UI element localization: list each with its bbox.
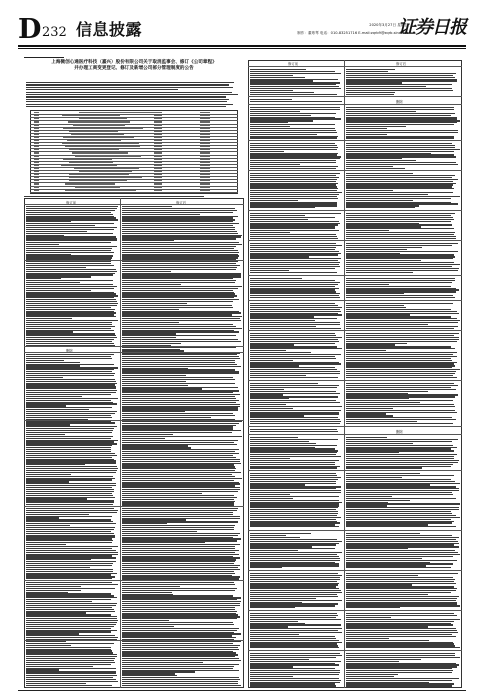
table-row-rule	[248, 650, 462, 651]
table-row-rule	[24, 640, 244, 641]
row-flag	[200, 115, 210, 116]
table-row-rule	[248, 170, 462, 171]
announcement-intro-line	[26, 101, 227, 102]
announcement-intro-line	[26, 96, 226, 97]
headline-line-1: 上海微创心通医疗科技（嘉兴）股份有限公司关于取消监事会、修订《公司章程》	[51, 60, 217, 65]
row-index	[34, 180, 39, 181]
contact-line: 制作：董粤琴 电话：010-83251716 E-mail:zqrb9@zqrb.sina.net	[297, 31, 408, 35]
system-name	[74, 168, 140, 169]
announcement-headline	[24, 60, 244, 71]
table-row-rule	[248, 470, 462, 471]
row-flag	[200, 137, 210, 138]
row-flag	[154, 174, 162, 175]
system-name	[73, 124, 124, 125]
table-row-rule	[24, 506, 244, 507]
row-flag	[200, 165, 210, 166]
row-flag	[154, 134, 162, 135]
before-text-line	[26, 687, 80, 688]
after-text-line	[346, 328, 454, 329]
systems-table-rule	[30, 192, 238, 193]
table-row-rule	[24, 346, 244, 347]
row-index	[34, 190, 39, 191]
table-row-rule	[248, 380, 462, 381]
system-name	[67, 140, 121, 141]
row-flag	[154, 162, 162, 163]
row-index	[34, 149, 39, 150]
table-header-rule	[24, 204, 244, 205]
table-row-rule	[248, 210, 462, 211]
deleted-marker: 删除	[66, 349, 73, 353]
before-text-line	[250, 685, 336, 686]
system-name	[69, 162, 113, 163]
system-name	[63, 159, 112, 160]
before-text-line	[250, 607, 295, 608]
system-name	[69, 177, 143, 178]
row-index	[34, 121, 39, 122]
row-index	[34, 140, 39, 141]
after-text-line	[346, 238, 456, 239]
announcement-intro-line	[26, 99, 229, 100]
before-text-line	[250, 101, 342, 102]
row-flag	[154, 155, 162, 156]
after-text-line	[346, 526, 456, 527]
row-index	[34, 146, 39, 147]
row-index	[34, 177, 39, 178]
system-name	[69, 131, 118, 132]
system-name	[69, 180, 127, 181]
after-text-line	[346, 137, 454, 138]
system-name	[71, 134, 124, 135]
row-flag	[200, 143, 210, 144]
announcement-intro-line	[26, 106, 226, 107]
announcement-intro-line	[26, 87, 233, 88]
row-index	[34, 128, 39, 129]
row-flag	[200, 155, 210, 156]
system-name	[63, 137, 134, 138]
deleted-marker-right-top: 删除	[396, 100, 403, 104]
newspaper-logo: 证券日报	[398, 17, 466, 38]
system-name	[79, 112, 158, 113]
announcement-intro-line	[26, 89, 178, 90]
headline-line-2: 并办理工商变更登记、修订及新增公司部分管理制度的公告	[74, 65, 194, 71]
before-text-line	[250, 137, 337, 138]
after-text-line	[346, 607, 400, 608]
row-index	[34, 137, 39, 138]
before-text-line	[250, 526, 339, 527]
table-divider-right	[344, 60, 345, 688]
row-flag	[154, 171, 162, 172]
row-flag	[154, 168, 162, 169]
before-text-line	[250, 168, 336, 169]
table-row-rule	[24, 352, 244, 353]
table-row-rule	[248, 434, 462, 435]
before-text-line	[250, 207, 315, 208]
table-row-rule	[248, 530, 462, 531]
table-row-rule	[24, 260, 244, 261]
system-name	[62, 115, 120, 116]
top-rule-thin	[18, 48, 466, 49]
row-flag	[200, 162, 210, 163]
after-text-line	[346, 168, 405, 169]
row-index	[34, 115, 39, 116]
row-flag	[154, 143, 162, 144]
row-flag	[200, 190, 210, 191]
issue-date: 2020年3月27日 星期五	[369, 23, 408, 27]
row-flag	[154, 180, 162, 181]
row-index	[34, 143, 39, 144]
row-flag	[154, 131, 162, 132]
row-flag	[200, 121, 210, 122]
row-index	[34, 134, 39, 135]
table-row-rule	[24, 420, 244, 421]
row-flag	[200, 134, 210, 135]
table-row-rule	[24, 580, 244, 581]
system-name	[69, 174, 129, 175]
row-flag	[154, 128, 162, 129]
before-text-line	[250, 94, 337, 95]
after-text-line	[346, 467, 422, 468]
row-flag	[200, 118, 210, 119]
page-letter: D	[18, 14, 42, 45]
row-flag	[200, 171, 210, 172]
row-flag	[200, 183, 210, 184]
after-text-line	[346, 647, 460, 648]
table-row-rule	[248, 610, 462, 611]
system-name	[61, 165, 117, 166]
row-index	[34, 155, 39, 156]
table-divider	[120, 198, 121, 688]
row-flag	[154, 124, 162, 125]
table-row-rule	[248, 140, 462, 141]
after-text-line	[346, 207, 415, 208]
row-flag	[200, 124, 210, 125]
after-text-line	[346, 94, 394, 95]
row-flag	[154, 146, 162, 147]
after-text-line	[346, 377, 457, 378]
row-flag	[154, 159, 162, 160]
row-flag	[154, 140, 162, 141]
row-index	[34, 124, 39, 125]
table-header-after: 修订后	[176, 201, 187, 205]
row-index	[34, 186, 39, 187]
system-name	[65, 183, 114, 184]
row-flag	[200, 159, 210, 160]
row-index	[34, 165, 39, 166]
before-text-line	[250, 423, 340, 424]
page-bottom-rule	[18, 690, 466, 691]
row-flag	[154, 137, 162, 138]
table-row-rule	[248, 240, 462, 241]
after-text-line	[346, 685, 452, 686]
table-note-line	[24, 196, 204, 197]
row-flag	[154, 121, 162, 122]
table-header-after-right: 修订后	[396, 62, 407, 66]
after-text-line	[346, 423, 453, 424]
before-text-line	[250, 238, 338, 239]
before-text-line	[250, 467, 337, 468]
announcement-intro-line	[26, 94, 238, 95]
row-index	[34, 162, 39, 163]
before-text-line	[250, 328, 341, 329]
row-flag	[154, 152, 162, 153]
announcement-intro-line	[26, 92, 232, 93]
before-text-line	[250, 567, 282, 568]
before-text-line	[250, 647, 339, 648]
system-name	[68, 121, 130, 122]
row-flag	[154, 165, 162, 166]
row-flag	[200, 168, 210, 169]
row-flag	[154, 186, 162, 187]
row-flag	[154, 177, 162, 178]
after-text-line	[346, 297, 455, 298]
table-row-rule	[248, 96, 462, 97]
system-name	[75, 186, 120, 187]
table-row-rule	[248, 330, 462, 331]
row-index	[34, 152, 39, 153]
row-flag	[154, 112, 162, 113]
row-flag	[154, 118, 162, 119]
row-flag	[200, 146, 210, 147]
before-text-line	[250, 272, 337, 273]
system-name	[75, 155, 141, 156]
row-flag	[200, 177, 210, 178]
before-text-line	[250, 377, 338, 378]
table-row-rule	[248, 104, 462, 105]
row-flag	[200, 128, 210, 129]
row-index	[34, 118, 39, 119]
system-name	[62, 143, 139, 144]
row-index	[34, 183, 39, 184]
system-name	[65, 146, 140, 147]
announcement-intro-line	[26, 82, 234, 83]
row-index	[34, 171, 39, 172]
table-header-before: 修订前	[66, 201, 77, 205]
row-flag	[154, 115, 162, 116]
row-flag	[200, 180, 210, 181]
table-row-rule	[248, 570, 462, 571]
table-header-rule	[248, 66, 462, 67]
masthead	[18, 16, 466, 44]
row-flag	[154, 149, 162, 150]
system-name	[79, 171, 132, 172]
row-flag	[154, 183, 162, 184]
row-index	[34, 131, 39, 132]
section-title: 信息披露	[76, 20, 143, 39]
system-name	[69, 149, 118, 150]
row-index	[34, 112, 39, 113]
system-name	[72, 152, 128, 153]
after-text-line	[122, 687, 242, 688]
after-text-line	[346, 272, 413, 273]
system-name	[63, 128, 142, 129]
top-rule	[18, 45, 466, 47]
table-header-before-right: 修订前	[288, 62, 299, 66]
announcement-intro-line	[26, 84, 229, 85]
before-text-line	[250, 297, 340, 298]
row-flag	[154, 190, 162, 191]
announcement-intro-line	[26, 104, 233, 105]
page-number: 232	[42, 25, 67, 40]
row-flag	[200, 131, 210, 132]
table-row-rule	[248, 275, 462, 276]
row-flag	[200, 152, 210, 153]
system-name	[65, 190, 136, 191]
row-index	[34, 159, 39, 160]
row-flag	[200, 186, 210, 187]
table-row-rule	[248, 300, 462, 301]
row-flag	[200, 112, 210, 113]
row-index	[34, 174, 39, 175]
deleted-marker-right-mid: 删除	[396, 430, 403, 434]
after-text-line	[346, 567, 451, 568]
before-text-line	[250, 431, 338, 432]
row-flag	[200, 174, 210, 175]
announcement-code-line	[24, 57, 64, 58]
system-name	[79, 118, 127, 119]
row-flag	[200, 140, 210, 141]
row-flag	[200, 149, 210, 150]
row-index	[34, 168, 39, 169]
table-row-rule	[248, 426, 462, 427]
